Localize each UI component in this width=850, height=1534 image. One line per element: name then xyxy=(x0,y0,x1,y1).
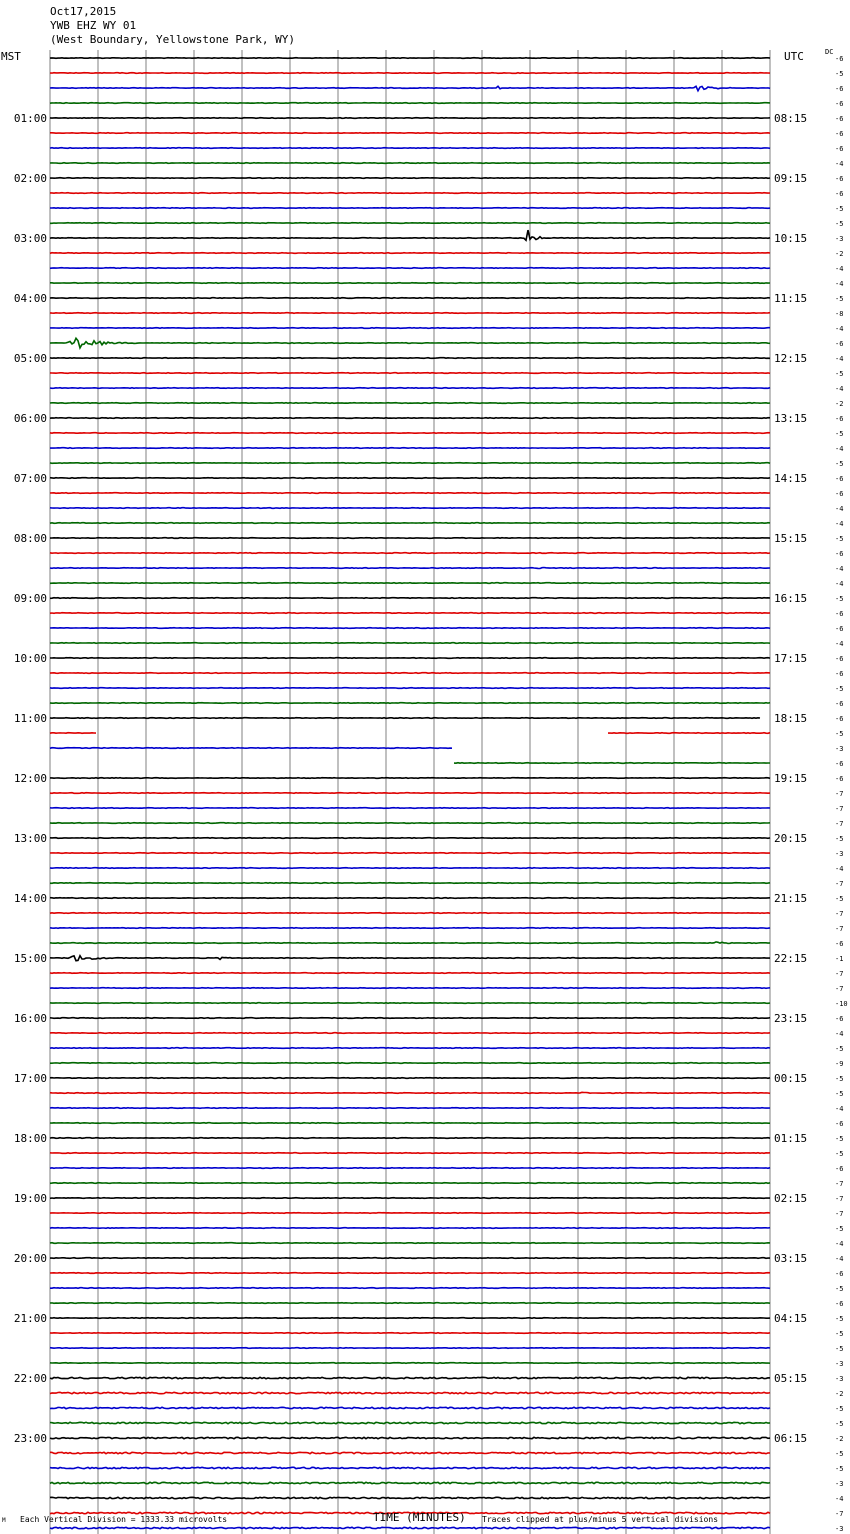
trace-row xyxy=(50,493,770,494)
dc-offset-label: -9 xyxy=(835,1060,844,1068)
clip-note: Traces clipped at plus/minus 5 vertical divisions xyxy=(482,1515,719,1524)
trace-row xyxy=(50,523,770,524)
dc-offset-label: -5 xyxy=(835,1450,844,1458)
trace-row xyxy=(50,1303,770,1304)
trace-row xyxy=(50,956,770,961)
mst-hour-label: 22:00 xyxy=(13,1372,47,1385)
station-name: YWB EHZ WY 01 xyxy=(50,19,137,32)
dc-offset-label: -6 xyxy=(835,550,844,558)
trace-row xyxy=(50,1422,770,1423)
dc-offset-label: -4 xyxy=(835,1255,844,1263)
trace-row xyxy=(50,1243,770,1244)
dc-offset-label: -7 xyxy=(835,820,844,828)
dc-offset-label: -6 xyxy=(835,655,844,663)
utc-hour-label: 10:15 xyxy=(774,232,808,245)
mst-hour-label: 16:00 xyxy=(13,1012,47,1025)
dc-offset-label: -6 xyxy=(835,625,844,633)
trace-row xyxy=(50,193,770,194)
trace-row xyxy=(50,1273,770,1274)
dc-offset-label: -6 xyxy=(835,1270,844,1278)
mst-hour-label: 09:00 xyxy=(13,592,47,605)
dc-offset-label: -5 xyxy=(835,1075,844,1083)
station-location: (West Boundary, Yellowstone Park, WY) xyxy=(50,33,296,46)
plot-date: Oct17,2015 xyxy=(50,5,117,18)
trace-row xyxy=(50,568,770,569)
utc-hour-label: 15:15 xyxy=(774,532,808,545)
trace-row xyxy=(50,268,770,269)
trace-row xyxy=(50,778,770,779)
utc-hour-label: 20:15 xyxy=(774,832,808,845)
dc-offset-label: -4 xyxy=(835,160,844,168)
trace-row xyxy=(50,1003,770,1004)
trace-row xyxy=(50,898,770,899)
dc-offset-label: -7 xyxy=(835,1195,844,1203)
trace-row xyxy=(50,223,770,224)
trace-row xyxy=(50,553,770,554)
dc-offset-label: -6 xyxy=(835,1015,844,1023)
trace-row xyxy=(50,1258,770,1259)
trace-row xyxy=(50,298,770,299)
trace-row xyxy=(50,388,770,389)
dc-offset-label: -7 xyxy=(835,790,844,798)
mst-hour-label: 03:00 xyxy=(13,232,47,245)
mst-hour-label: 12:00 xyxy=(13,772,47,785)
dc-offset-label: -5 xyxy=(835,1465,844,1473)
trace-row xyxy=(50,433,770,434)
dc-offset-label: -5 xyxy=(835,1045,844,1053)
dc-offset-label: -6 xyxy=(835,1165,844,1173)
utc-hour-label: 00:15 xyxy=(774,1072,808,1085)
dc-offset-label: -5 xyxy=(835,1420,844,1428)
trace-row xyxy=(50,1288,770,1289)
trace-row xyxy=(50,868,770,869)
trace-row xyxy=(50,1363,770,1364)
utc-hour-label: 22:15 xyxy=(774,952,808,965)
dc-offset-label: -5 xyxy=(835,1150,844,1158)
dc-offset-header: DC xyxy=(825,48,834,56)
dc-offset-label: -5 xyxy=(835,370,844,378)
dc-offset-label: -4 xyxy=(835,520,844,528)
trace-row xyxy=(50,1123,770,1124)
trace-row xyxy=(50,883,770,884)
trace-row xyxy=(50,853,770,854)
trace-row xyxy=(50,163,770,164)
dc-offset-label: -5 xyxy=(835,1330,844,1338)
trace-row xyxy=(50,1452,770,1453)
trace-row xyxy=(50,118,770,119)
dc-offset-label: -3 xyxy=(835,235,844,243)
x-axis-label: TIME (MINUTES) xyxy=(373,1511,466,1524)
trace-row xyxy=(50,328,770,329)
dc-offset-label: -2 xyxy=(835,1390,844,1398)
dc-offset-label: -5 xyxy=(835,1315,844,1323)
dc-offset-label: -7 xyxy=(835,985,844,993)
trace-row xyxy=(50,973,770,974)
dc-offset-label: -6 xyxy=(835,715,844,723)
trace-row xyxy=(50,718,760,719)
trace-row xyxy=(50,230,770,240)
dc-offset-label: -5 xyxy=(835,205,844,213)
utc-hour-label: 02:15 xyxy=(774,1192,808,1205)
dc-offset-label: -3 xyxy=(835,1360,844,1368)
trace-row xyxy=(50,538,770,539)
trace-row xyxy=(50,1033,770,1034)
corner-mark: M xyxy=(2,1517,6,1524)
mst-hour-label: 18:00 xyxy=(13,1132,47,1145)
dc-offset-label: -4 xyxy=(835,580,844,588)
utc-hour-label: 11:15 xyxy=(774,292,808,305)
trace-row xyxy=(50,733,770,734)
trace-row xyxy=(50,748,452,749)
trace-row xyxy=(50,133,770,134)
utc-hour-label: 14:15 xyxy=(774,472,808,485)
trace-row xyxy=(50,148,770,149)
dc-offset-label: -5 xyxy=(835,835,844,843)
dc-offset-label: -6 xyxy=(835,670,844,678)
dc-offset-label: -6 xyxy=(835,145,844,153)
dc-offset-label: -4 xyxy=(835,265,844,273)
right-timezone-label: UTC xyxy=(784,50,804,63)
dc-offset-label: -4 xyxy=(835,1240,844,1248)
dc-offset-label: -6 xyxy=(835,130,844,138)
trace-row xyxy=(50,1228,770,1229)
dc-offset-label: -6 xyxy=(835,610,844,618)
trace-row xyxy=(50,1377,770,1378)
dc-offset-label: -7 xyxy=(835,805,844,813)
dc-offset-label: -1 xyxy=(835,955,844,963)
trace-row xyxy=(50,628,770,629)
dc-offset-label: -6 xyxy=(835,1300,844,1308)
trace-row xyxy=(50,253,770,254)
dc-offset-label: -6 xyxy=(835,175,844,183)
dc-offset-label: -4 xyxy=(835,280,844,288)
trace-row xyxy=(50,1348,770,1349)
trace-row xyxy=(50,1018,770,1019)
dc-offset-label: -6 xyxy=(835,85,844,93)
dc-offset-label: -4 xyxy=(835,325,844,333)
dc-offset-label: -6 xyxy=(835,340,844,348)
mst-hour-label: 11:00 xyxy=(13,712,47,725)
trace-row xyxy=(50,613,770,614)
trace-row xyxy=(50,418,770,419)
dc-offset-label: -6 xyxy=(835,115,844,123)
trace-row xyxy=(50,703,770,704)
trace-row xyxy=(50,86,770,90)
dc-offset-label: -2 xyxy=(835,400,844,408)
utc-hour-label: 17:15 xyxy=(774,652,808,665)
mst-hour-label: 21:00 xyxy=(13,1312,47,1325)
trace-row xyxy=(50,1138,770,1139)
dc-offset-label: -8 xyxy=(835,310,844,318)
dc-offset-label: -7 xyxy=(835,970,844,978)
trace-row xyxy=(50,1482,770,1483)
utc-hour-label: 09:15 xyxy=(774,172,808,185)
dc-offset-label: -4 xyxy=(835,385,844,393)
dc-offset-label: -2 xyxy=(835,250,844,258)
trace-row xyxy=(50,73,770,74)
utc-hour-label: 08:15 xyxy=(774,112,808,125)
trace-row xyxy=(50,1318,770,1319)
trace-row xyxy=(454,763,770,764)
dc-offset-label: -7 xyxy=(835,910,844,918)
dc-offset-label: -5 xyxy=(835,460,844,468)
dc-offset-label: -4 xyxy=(835,1495,844,1503)
trace-row xyxy=(50,658,770,659)
trace-row xyxy=(50,1392,770,1393)
utc-hour-label: 05:15 xyxy=(774,1372,808,1385)
trace-row xyxy=(50,583,770,584)
dc-offset-label: -7 xyxy=(835,1510,844,1518)
trace-row xyxy=(50,1437,770,1438)
dc-offset-label: -7 xyxy=(835,880,844,888)
mst-hour-label: 20:00 xyxy=(13,1252,47,1265)
trace-row xyxy=(50,403,770,404)
dc-offset-label: -4 xyxy=(835,445,844,453)
dc-offset-label: -5 xyxy=(835,430,844,438)
mst-hour-label: 04:00 xyxy=(13,292,47,305)
dc-offset-label: -4 xyxy=(835,1105,844,1113)
dc-offset-label: -3 xyxy=(835,745,844,753)
trace-row xyxy=(50,373,770,374)
trace-row xyxy=(50,178,770,179)
dc-offset-label: -6 xyxy=(835,475,844,483)
dc-offset-label: -5 xyxy=(835,1225,844,1233)
dc-offset-label: -5 xyxy=(835,730,844,738)
dc-offset-label: -6 xyxy=(835,100,844,108)
mst-hour-label: 17:00 xyxy=(13,1072,47,1085)
mst-hour-label: 23:00 xyxy=(13,1432,47,1445)
mst-hour-label: 08:00 xyxy=(13,532,47,545)
trace-row xyxy=(50,1407,770,1408)
trace-row xyxy=(50,208,770,209)
trace-row xyxy=(50,1168,770,1169)
trace-row xyxy=(50,942,770,944)
dc-offset-label: -3 xyxy=(835,1480,844,1488)
dc-offset-label: -3 xyxy=(835,1375,844,1383)
dc-offset-label: -5 xyxy=(835,295,844,303)
trace-row xyxy=(50,358,770,359)
trace-row xyxy=(50,1183,770,1184)
dc-offset-label: -5 xyxy=(835,70,844,78)
mst-hour-label: 15:00 xyxy=(13,952,47,965)
trace-row xyxy=(50,1092,770,1093)
trace-row xyxy=(50,508,770,509)
utc-hour-label: 16:15 xyxy=(774,592,808,605)
dc-offset-label: -7 xyxy=(835,1210,844,1218)
mst-hour-label: 01:00 xyxy=(13,112,47,125)
dc-offset-label: -5 xyxy=(835,1405,844,1413)
dc-offset-label: -6 xyxy=(835,190,844,198)
trace-row xyxy=(50,1198,770,1199)
trace-row xyxy=(50,913,770,914)
trace-row xyxy=(50,463,770,464)
utc-hour-label: 06:15 xyxy=(774,1432,808,1445)
trace-row xyxy=(50,928,770,929)
trace-row xyxy=(50,808,770,809)
trace-row xyxy=(50,688,770,689)
utc-hour-label: 13:15 xyxy=(774,412,808,425)
mst-hour-label: 10:00 xyxy=(13,652,47,665)
dc-offset-label: -4 xyxy=(835,640,844,648)
trace-row xyxy=(50,313,770,314)
dc-offset-label: -5 xyxy=(835,1090,844,1098)
dc-offset-label: -6 xyxy=(835,415,844,423)
trace-row xyxy=(50,643,770,644)
trace-row xyxy=(50,1048,770,1049)
mst-hour-label: 13:00 xyxy=(13,832,47,845)
mst-hour-label: 14:00 xyxy=(13,892,47,905)
trace-row xyxy=(50,793,770,794)
utc-hour-label: 01:15 xyxy=(774,1132,808,1145)
utc-hour-label: 03:15 xyxy=(774,1252,808,1265)
utc-hour-label: 21:15 xyxy=(774,892,808,905)
left-timezone-label: MST xyxy=(1,50,21,63)
dc-offset-label: -5 xyxy=(835,595,844,603)
trace-row xyxy=(50,1497,770,1498)
dc-offset-label: -4 xyxy=(835,565,844,573)
trace-row xyxy=(50,1333,770,1334)
mst-hour-label: 07:00 xyxy=(13,472,47,485)
dc-offset-label: -7 xyxy=(835,1180,844,1188)
trace-row xyxy=(50,673,770,674)
dc-offset-label: -7 xyxy=(835,925,844,933)
trace-row xyxy=(50,478,770,479)
trace-row xyxy=(50,988,770,989)
trace-row xyxy=(50,283,770,284)
trace-row xyxy=(50,58,770,59)
dc-offset-label: -5 xyxy=(835,220,844,228)
trace-row xyxy=(50,838,770,839)
mst-hour-label: 19:00 xyxy=(13,1192,47,1205)
dc-offset-label: -6 xyxy=(835,760,844,768)
dc-offset-label: -10 xyxy=(835,1000,848,1008)
dc-offset-label: -4 xyxy=(835,865,844,873)
trace-row xyxy=(50,1078,770,1079)
dc-offset-label: -6 xyxy=(835,940,844,948)
dc-offset-label: -6 xyxy=(835,55,844,63)
mst-hour-label: 06:00 xyxy=(13,412,47,425)
dc-offset-label: -4 xyxy=(835,1030,844,1038)
dc-offset-label: -6 xyxy=(835,1120,844,1128)
mst-hour-label: 05:00 xyxy=(13,352,47,365)
dc-offset-label: -5 xyxy=(835,1285,844,1293)
trace-row xyxy=(50,338,770,348)
trace-row xyxy=(50,103,770,104)
dc-offset-label: -5 xyxy=(835,895,844,903)
trace-row xyxy=(50,448,770,449)
dc-offset-label: -5 xyxy=(835,1135,844,1143)
dc-offset-label: -6 xyxy=(835,490,844,498)
trace-row xyxy=(50,823,770,824)
utc-hour-label: 04:15 xyxy=(774,1312,808,1325)
trace-row xyxy=(50,1527,770,1528)
trace-row xyxy=(50,1467,770,1468)
utc-hour-label: 18:15 xyxy=(774,712,808,725)
dc-offset-label: -6 xyxy=(835,775,844,783)
trace-row xyxy=(50,1108,770,1109)
mst-hour-label: 02:00 xyxy=(13,172,47,185)
dc-offset-label: -3 xyxy=(835,850,844,858)
trace-row xyxy=(50,1153,770,1154)
utc-hour-label: 19:15 xyxy=(774,772,808,785)
trace-row xyxy=(50,1213,770,1214)
trace-row xyxy=(50,598,770,599)
dc-offset-label: -2 xyxy=(835,1435,844,1443)
dc-offset-label: -5 xyxy=(835,535,844,543)
dc-offset-label: -4 xyxy=(835,355,844,363)
utc-hour-label: 12:15 xyxy=(774,352,808,365)
trace-row xyxy=(50,1063,770,1064)
utc-hour-label: 23:15 xyxy=(774,1012,808,1025)
dc-offset-label: -5 xyxy=(835,1345,844,1353)
dc-offset-label: -3 xyxy=(835,1525,844,1533)
dc-offset-label: -5 xyxy=(835,685,844,693)
dc-offset-label: -6 xyxy=(835,700,844,708)
dc-offset-label: -4 xyxy=(835,505,844,513)
scale-note: Each Vertical Division = 1333.33 microvolts xyxy=(20,1515,228,1524)
